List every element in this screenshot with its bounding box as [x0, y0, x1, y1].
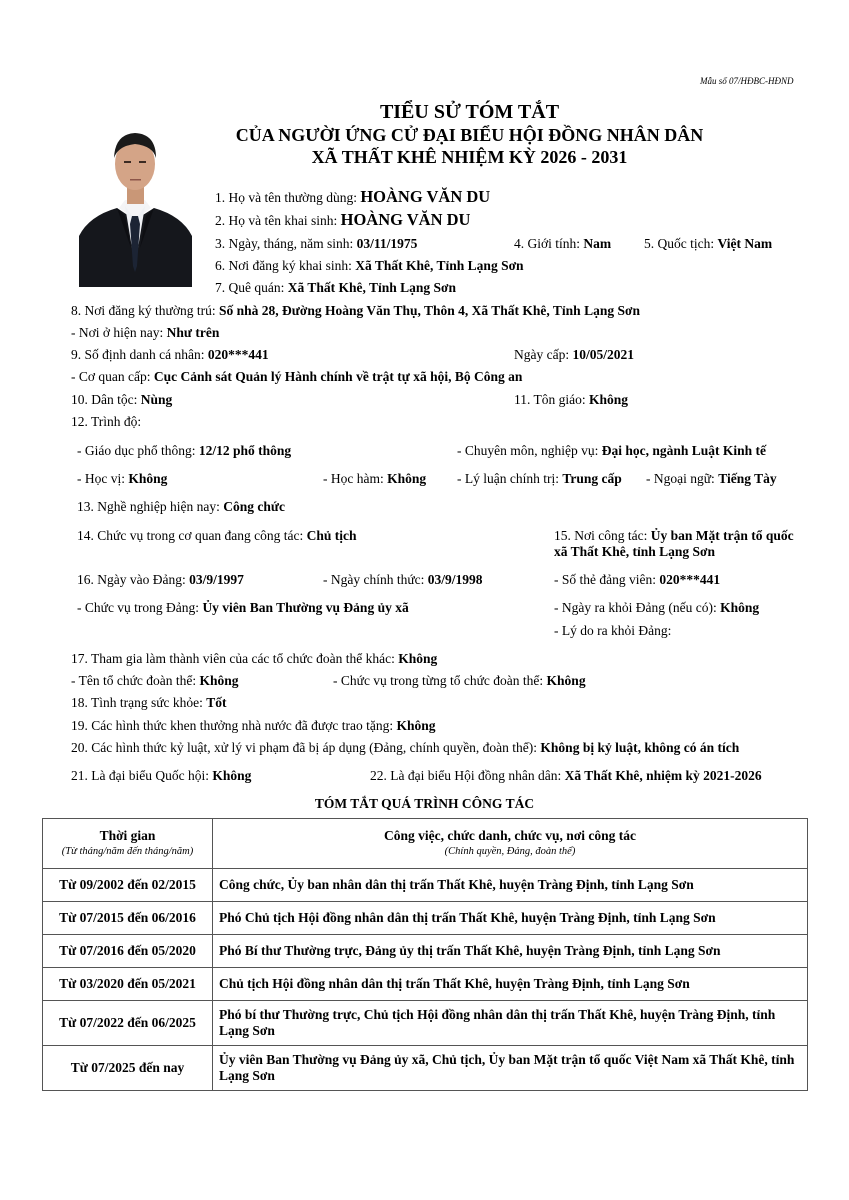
field-issue-date: [514, 347, 634, 363]
field-hometown: [215, 280, 456, 296]
official-date-label: - Ngày chính thức:: [323, 572, 428, 587]
description-cell: Công chức, Ủy ban nhân dân thị trấn Thất Khê, huyện Tràng Định, tỉnh Lạng Sơn: [213, 869, 808, 902]
period-cell: Từ 03/2020 đến 05/2021: [43, 968, 213, 1001]
field-qualification-heading: 12. Trình độ:: [71, 414, 142, 429]
work-history-table: [42, 818, 808, 1091]
organizations-value: Không: [398, 651, 438, 666]
academic-degree-label: - Học vị:: [77, 471, 129, 486]
current-residence-value: Như trên: [166, 325, 220, 340]
birth-name-label: 2. Họ và tên khai sinh:: [215, 213, 341, 228]
position-value: Chủ tịch: [306, 528, 357, 543]
foreign-language-value: Tiếng Tày: [718, 471, 777, 486]
political-theory-label: - Lý luận chính trị:: [457, 471, 563, 486]
period-cell: Từ 09/2002 đến 02/2015: [43, 869, 213, 902]
personal-id-value: 020***441: [207, 347, 269, 362]
field-organizations: [71, 651, 437, 667]
table-row: [43, 869, 808, 902]
field-ethnicity: [71, 392, 172, 408]
description-header-note: (Chính quyền, Đảng, đoàn thể): [444, 845, 576, 857]
gender-label: 4. Giới tính:: [514, 236, 584, 251]
table-row: [43, 968, 808, 1001]
workplace-value: Ủy ban Mặt trận tổ quốc xã Thất Khê, tỉnh Lạng Sơn: [554, 528, 794, 559]
field-personal-id: [71, 347, 269, 363]
health-value: Tốt: [206, 695, 227, 710]
work-history-title: TÓM TẮT QUÁ TRÌNH CÔNG TÁC: [314, 796, 535, 811]
period-header-label: Thời gian: [99, 827, 156, 843]
occupation-value: Công chức: [223, 499, 285, 514]
field-birthdate: [215, 236, 417, 252]
table-header-row: [43, 819, 808, 869]
document-term: XÃ THẤT KHÊ NHIỆM KỲ 2026 - 2031: [311, 147, 628, 167]
general-education-label: - Giáo dục phổ thông:: [77, 443, 199, 458]
field-current-residence: [71, 325, 219, 341]
field-party-leave-reason: - Lý do ra khỏi Đảng:: [554, 623, 672, 638]
period-column-header: [43, 819, 213, 869]
period-cell: Từ 07/2025 đến nay: [43, 1046, 213, 1091]
field-permanent-address: [71, 303, 640, 319]
field-position: [77, 528, 357, 544]
birth-name-value: HOÀNG VĂN DU: [340, 210, 471, 229]
field-common-name: [215, 189, 490, 206]
field-nationality: [644, 236, 772, 252]
description-cell: Phó bí thư Thường trực, Chủ tịch Hội đồng nhân dân thị trấn Thất Khê, huyện Tràng Định, tỉnh Lạng Sơn: [213, 1001, 808, 1046]
discipline-value: Không bị kỷ luật, không có án tích: [540, 740, 740, 755]
gender-value: Nam: [583, 236, 612, 251]
description-cell: Phó Chủ tịch Hội đồng nhân dân thị trấn Thất Khê, huyện Tràng Định, tỉnh Lạng Sơn: [213, 902, 808, 935]
issuing-agency-label: - Cơ quan cấp:: [71, 369, 154, 384]
period-cell: Từ 07/2015 đến 06/2016: [43, 902, 213, 935]
field-official-date: [323, 572, 483, 588]
field-peoples-council: [370, 768, 762, 784]
national-assembly-label: 21. Là đại biểu Quốc hội:: [71, 768, 213, 783]
peoples-council-value: Xã Thất Khê, nhiệm kỳ 2021-2026: [564, 768, 762, 783]
permanent-address-label: 8. Nơi đăng ký thường trú:: [71, 303, 219, 318]
party-card-value: 020***441: [659, 572, 721, 587]
current-residence-label: - Nơi ở hiện nay:: [71, 325, 167, 340]
issue-date-value: 10/05/2021: [572, 347, 634, 362]
party-position-value: Ủy viên Ban Thường vụ Đảng ủy xã: [202, 600, 409, 615]
table-row: [43, 1001, 808, 1046]
table-row: [43, 935, 808, 968]
document-title: TIỂU SỬ TÓM TẮT: [379, 101, 560, 123]
field-health: [71, 695, 227, 711]
awards-value: Không: [396, 718, 436, 733]
field-birth-registration: [215, 258, 524, 274]
table-row: [43, 1046, 808, 1091]
description-header-label: Công việc, chức danh, chức vụ, nơi công tác: [383, 827, 637, 843]
organization-position-label: - Chức vụ trong từng tổ chức đoàn thể:: [333, 673, 547, 688]
hometown-label: 7. Quê quán:: [215, 280, 288, 295]
field-national-assembly: [71, 768, 251, 784]
political-theory-value: Trung cấp: [562, 471, 622, 486]
period-cell: Từ 07/2022 đến 06/2025: [43, 1001, 213, 1046]
field-organization-position: [333, 673, 586, 689]
academic-rank-label: - Học hàm:: [323, 471, 388, 486]
document-subtitle: CỦA NGƯỜI ỨNG CỬ ĐẠI BIỂU HỘI ĐỒNG NHÂN DÂN: [235, 125, 704, 145]
party-leave-date-label: - Ngày ra khỏi Đảng (nếu có):: [554, 600, 721, 615]
hometown-value: Xã Thất Khê, Tỉnh Lạng Sơn: [287, 280, 457, 295]
field-party-leave-date: [554, 600, 759, 616]
portrait-image: [79, 116, 192, 287]
national-assembly-value: Không: [212, 768, 252, 783]
birth-registration-value: Xã Thất Khê, Tỉnh Lạng Sơn: [355, 258, 524, 273]
position-label: 14. Chức vụ trong cơ quan đang công tác:: [77, 528, 307, 543]
ethnicity-value: Nùng: [140, 392, 173, 407]
field-academic-rank: [323, 471, 426, 487]
personal-id-label: 9. Số định danh cá nhân:: [71, 347, 208, 362]
issue-date-label: Ngày cấp:: [514, 347, 573, 362]
field-political-theory: [457, 471, 622, 487]
religion-value: Không: [589, 392, 629, 407]
birthdate-label: 3. Ngày, tháng, năm sinh:: [215, 236, 357, 251]
candidate-photo: [79, 116, 192, 287]
organization-name-label: - Tên tổ chức đoàn thể:: [71, 673, 200, 688]
field-organization-name: [71, 673, 239, 689]
field-gender: [514, 236, 611, 252]
foreign-language-label: - Ngoại ngữ:: [646, 471, 719, 486]
field-party-position: [77, 600, 409, 616]
nationality-value: Việt Nam: [717, 236, 773, 251]
field-issuing-agency: [71, 369, 522, 385]
field-specialty: [457, 443, 766, 459]
field-party-join-date: [77, 572, 244, 588]
birth-registration-label: 6. Nơi đăng ký khai sinh:: [215, 258, 356, 273]
party-leave-date-value: Không: [720, 600, 760, 615]
occupation-label: 13. Nghề nghiệp hiện nay:: [77, 499, 224, 514]
specialty-value: Đại học, ngành Luật Kinh tế: [601, 443, 767, 458]
health-label: 18. Tình trạng sức khỏe:: [71, 695, 207, 710]
ethnicity-label: 10. Dân tộc:: [71, 392, 141, 407]
religion-label: 11. Tôn giáo:: [514, 392, 589, 407]
field-workplace: [554, 528, 808, 560]
field-religion: [514, 392, 628, 408]
field-awards: [71, 718, 436, 734]
field-discipline: [71, 740, 739, 756]
issuing-agency-value: Cục Cảnh sát Quản lý Hành chính về trật tự xã hội, Bộ Công an: [153, 369, 523, 384]
workplace-label: 15. Nơi công tác:: [554, 528, 651, 543]
description-cell: Phó Bí thư Thường trực, Đảng ủy thị trấn Thất Khê, huyện Tràng Định, tỉnh Lạng Sơn: [213, 935, 808, 968]
nationality-label: 5. Quốc tịch:: [644, 236, 718, 251]
party-join-date-label: 16. Ngày vào Đảng:: [77, 572, 190, 587]
permanent-address-value: Số nhà 28, Đường Hoàng Văn Thụ, Thôn 4, Xã Thất Khê, Tỉnh Lạng Sơn: [218, 303, 640, 318]
peoples-council-label: 22. Là đại biểu Hội đồng nhân dân:: [370, 768, 565, 783]
common-name-label: 1. Họ và tên thường dùng:: [215, 190, 361, 205]
academic-degree-value: Không: [128, 471, 168, 486]
description-cell: Chủ tịch Hội đồng nhân dân thị trấn Thất Khê, huyện Tràng Định, tỉnh Lạng Sơn: [213, 968, 808, 1001]
period-cell: Từ 07/2016 đến 05/2020: [43, 935, 213, 968]
common-name-value: HOÀNG VĂN DU: [360, 187, 491, 206]
field-academic-degree: [77, 471, 167, 487]
discipline-label: 20. Các hình thức kỷ luật, xử lý vi phạm đã bị áp dụng (Đảng, chính quyền, đoàn thể):: [71, 740, 541, 755]
organizations-label: 17. Tham gia làm thành viên của các tổ chức đoàn thể khác:: [71, 651, 399, 666]
field-general-education: [77, 443, 291, 459]
party-join-date-value: 03/9/1997: [189, 572, 244, 587]
academic-rank-value: Không: [387, 471, 427, 486]
party-card-label: - Số thẻ đảng viên:: [554, 572, 660, 587]
awards-label: 19. Các hình thức khen thưởng nhà nước đã được trao tặng:: [71, 718, 397, 733]
specialty-label: - Chuyên môn, nghiệp vụ:: [457, 443, 602, 458]
official-date-value: 03/9/1998: [427, 572, 483, 587]
organization-position-value: Không: [546, 673, 586, 688]
general-education-value: 12/12 phổ thông: [198, 443, 292, 458]
field-birth-name: [215, 212, 470, 229]
period-header-note: (Từ tháng/năm đến tháng/năm): [61, 845, 194, 857]
description-column-header: [213, 819, 808, 869]
party-position-label: - Chức vụ trong Đảng:: [77, 600, 203, 615]
field-occupation: [77, 499, 285, 515]
form-number: Mẫu số 07/HĐBC-HĐND: [700, 76, 794, 86]
birthdate-value: 03/11/1975: [356, 236, 418, 251]
table-row: [43, 902, 808, 935]
description-cell: Ủy viên Ban Thường vụ Đảng ủy xã, Chủ tịch, Ủy ban Mặt trận tổ quốc Việt Nam xã Thất Khê, tỉnh Lạng Sơn: [213, 1046, 808, 1091]
field-foreign-language: [646, 471, 777, 487]
organization-name-value: Không: [199, 673, 239, 688]
field-party-card: [554, 572, 720, 588]
